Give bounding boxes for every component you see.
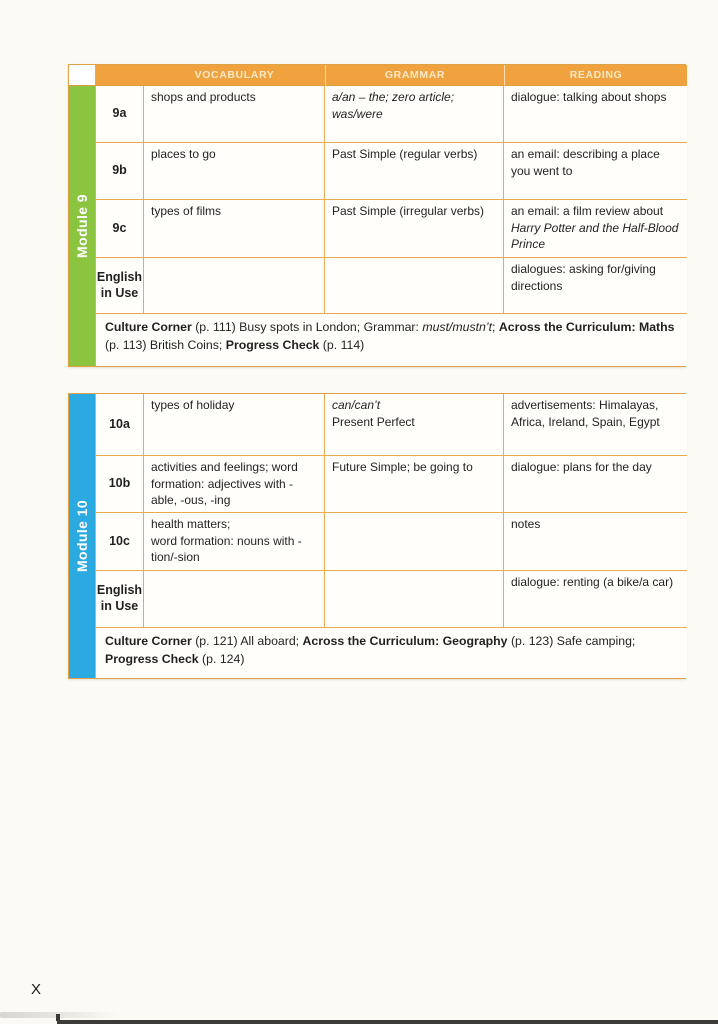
row-label-10c: 10c <box>96 513 144 571</box>
cell-vocabulary: places to go <box>144 143 325 200</box>
cell-grammar <box>325 258 504 314</box>
module-table-9 <box>68 64 686 367</box>
row-label-9a: 9a <box>96 86 144 143</box>
culture-corner-footer: Culture Corner (p. 111) Busy spots in London; Grammar: must/mustn’t; Across the Curriculum: Maths (p. 113) British Coins; Progress Check (p. 114) <box>96 314 687 366</box>
cell-grammar <box>325 513 504 571</box>
module-sidebar <box>69 86 96 366</box>
cell-grammar: a/an – the; zero article; was/were <box>325 86 504 143</box>
module-label: Module 9 <box>74 194 90 258</box>
row-label-english-in-use: English in Use <box>96 258 144 314</box>
page-number: X <box>31 981 42 998</box>
cell-vocabulary <box>144 258 325 314</box>
row-label-9b: 9b <box>96 143 144 200</box>
cell-vocabulary: types of films <box>144 200 325 258</box>
cell-reading: dialogue: plans for the day <box>504 456 687 513</box>
cell-vocabulary: health matters; word formation: nouns with -tion/-sion <box>144 513 325 571</box>
row-label-10b: 10b <box>96 456 144 513</box>
row-label-10a: 10a <box>96 394 144 456</box>
cell-reading: advertisements: Himalayas, Africa, Ireland, Spain, Egypt <box>504 394 687 456</box>
module-sidebar <box>69 394 96 678</box>
column-header-reading: READING <box>504 65 687 86</box>
cell-reading: dialogue: renting (a bike/a car) <box>504 571 687 628</box>
cell-vocabulary: activities and feelings; word formation: adjectives with -able, -ous, -ing <box>144 456 325 513</box>
cell-reading: an email: a film review about Harry Potter and the Half-Blood Prince <box>504 200 687 258</box>
cell-grammar: Past Simple (irregular verbs) <box>325 200 504 258</box>
header-corner-cell <box>69 65 96 86</box>
cell-grammar: Past Simple (regular verbs) <box>325 143 504 200</box>
row-label-9c: 9c <box>96 200 144 258</box>
module-table-10 <box>68 393 686 679</box>
cell-reading: dialogues: asking for/giving directions <box>504 258 687 314</box>
cell-vocabulary: types of holiday <box>144 394 325 456</box>
column-header-vocabulary: VOCABULARY <box>96 65 325 86</box>
cell-vocabulary: shops and products <box>144 86 325 143</box>
scan-edge-strip <box>57 1020 718 1024</box>
row-label-english-in-use: English in Use <box>96 571 144 628</box>
cell-grammar: Future Simple; be going to <box>325 456 504 513</box>
column-header-grammar: GRAMMAR <box>325 65 504 86</box>
cell-grammar <box>325 571 504 628</box>
module-label: Module 10 <box>74 499 90 573</box>
cell-reading: notes <box>504 513 687 571</box>
cell-reading: an email: describing a place you went to <box>504 143 687 200</box>
culture-corner-footer: Culture Corner (p. 121) All aboard; Across the Curriculum: Geography (p. 123) Safe camping; Progress Check (p. 124) <box>96 628 687 678</box>
cell-reading: dialogue: talking about shops <box>504 86 687 143</box>
cell-grammar: can/can’t Present Perfect <box>325 394 504 456</box>
cell-vocabulary <box>144 571 325 628</box>
